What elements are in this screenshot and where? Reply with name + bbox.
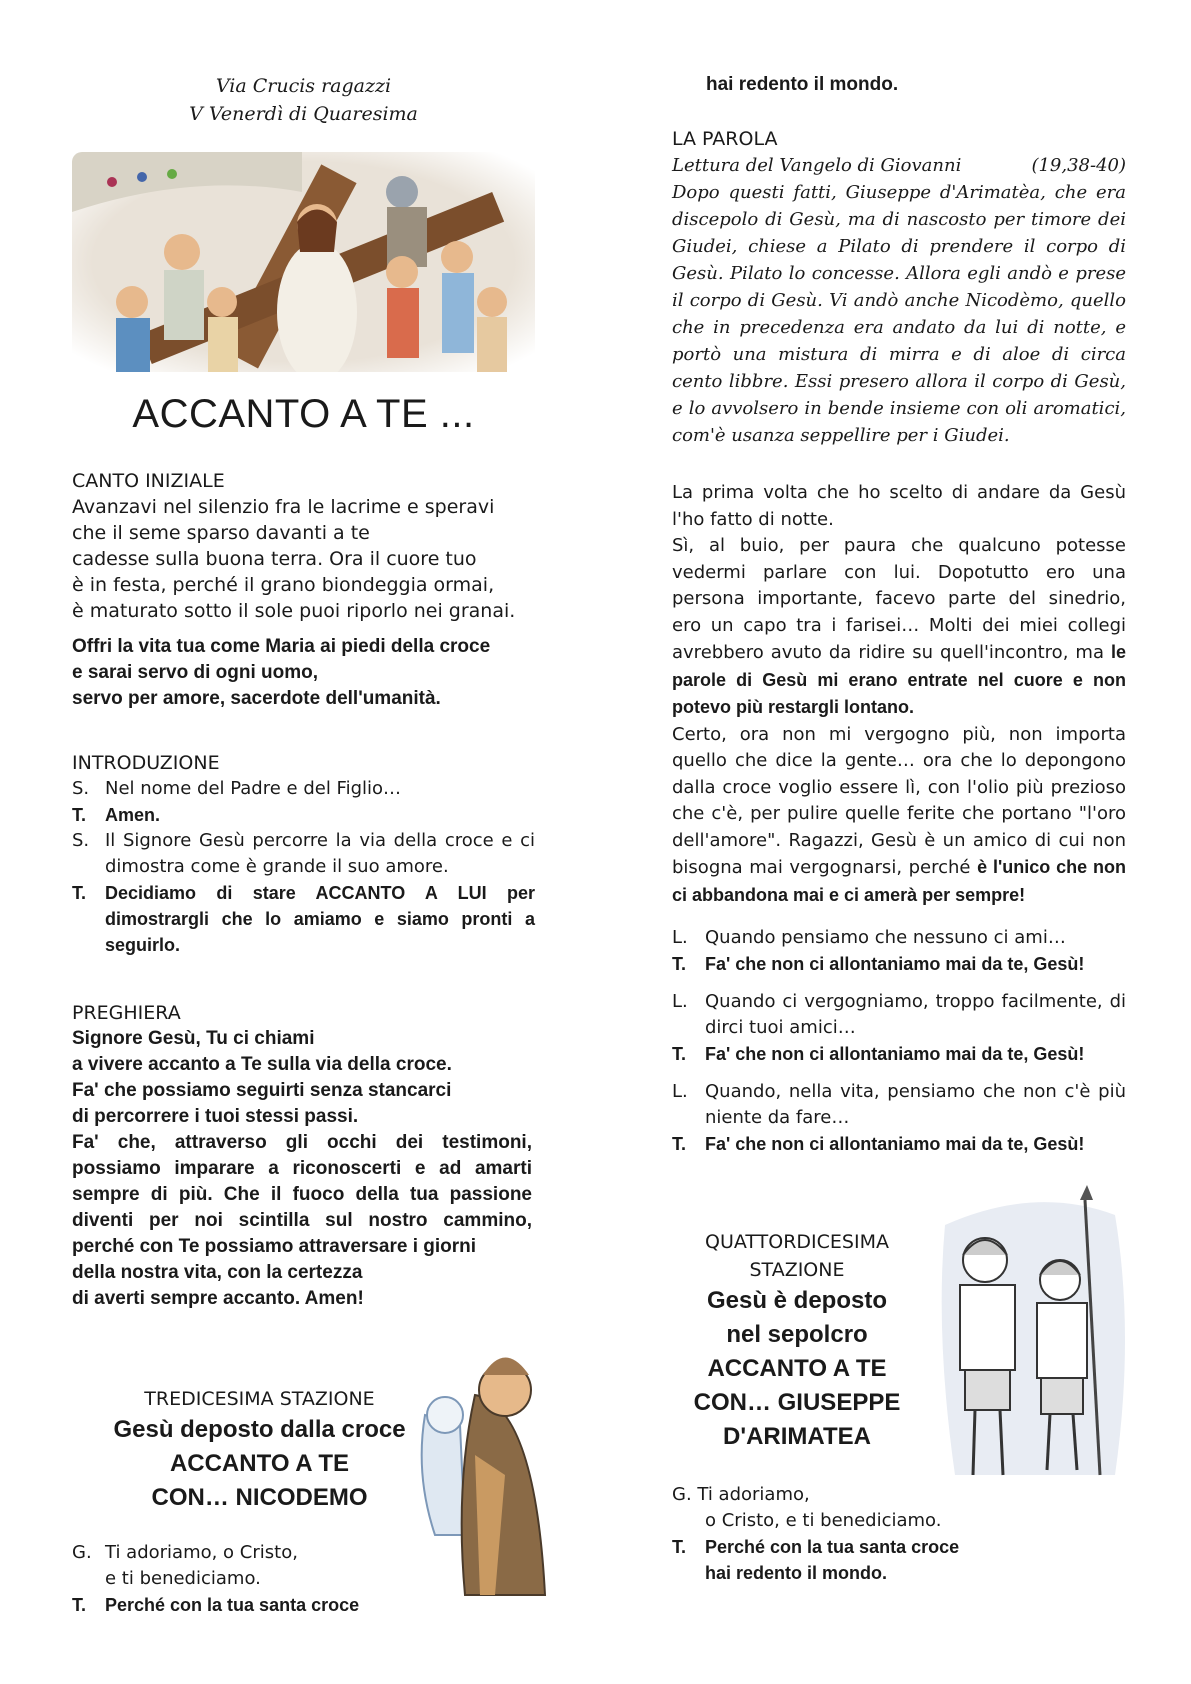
l-text: Quando, nella vita, pensiamo che non c'è più niente da fare… bbox=[705, 1081, 1126, 1128]
g-text: G. Ti adoriamo, bbox=[672, 1484, 810, 1505]
story-text: Certo, ora non mi vergogno più, non importa quello che dice la gente… ora che lo depongono dalla croce voglio essere lì, con l'olio più prezioso che c'è, per pulire quelle ferite che portano "l'oro dell'amore". Ragazzi, Gesù è un amico di cui non bisogna mai vergognarsi, perché bbox=[672, 723, 1126, 878]
t-text: hai redento il mondo. bbox=[705, 1563, 888, 1583]
station-14-sub-5: D'ARIMATEA bbox=[723, 1423, 871, 1450]
t-text: Fa' che non ci allontaniamo mai da te, Gesù! bbox=[705, 1134, 1085, 1154]
prayer-section bbox=[72, 1000, 532, 1312]
prayer-line: a vivere accanto a Te sulla via della croce. bbox=[72, 1054, 452, 1075]
canto-line: che il seme sparso davanti a te bbox=[72, 522, 370, 544]
station-13-line2: ACCANTO A TE bbox=[169, 1450, 350, 1477]
l-text: Quando ci vergogniamo, troppo facilmente, di dirci tuoi amici… bbox=[705, 991, 1126, 1038]
l-label: L. bbox=[672, 991, 688, 1012]
row-label: T. bbox=[72, 883, 87, 903]
row-text: Decidiamo di stare ACCANTO A LUI per dimostrargli che lo amiamo e siamo pronti a seguirlo. bbox=[105, 883, 535, 955]
intro-row bbox=[72, 828, 535, 880]
story-emphasis: le parole di Gesù mi erano entrate nel cuore e non potevo più restargli lontano. bbox=[672, 642, 1126, 717]
station-14-heading-1: QUATTORDICESIMA bbox=[705, 1231, 889, 1253]
station-13-line3: CON… NICODEMO bbox=[151, 1484, 368, 1511]
row-text: Amen. bbox=[105, 805, 161, 825]
soldiers-illustration bbox=[925, 1185, 1140, 1485]
page-title: ACCANTO A TE ... bbox=[132, 392, 475, 436]
station-13-subtitle: Gesù deposto dalla croce bbox=[113, 1416, 406, 1443]
litany-l-row bbox=[672, 925, 1126, 951]
reading-text: Dopo questi fatti, Giuseppe d'Arimatèa, che era discepolo di Gesù, ma di nascosto per timore dei Giudei, chiese a Pilato di prendere il corpo di Gesù. Pilato lo concesse. Allora egli andò e prese il corpo di Gesù. Vi andò anche Nicodèmo, quello che in precedenza era andato da lui di notte, e portò una mistura di mirra e di aloe di circa cento libbre. Essi presero allora il corpo di Gesù, e lo avvolsero in bende insieme con oli aromatici, com'è usanza seppellire per i Giudei. bbox=[672, 182, 1126, 446]
t-row bbox=[672, 1534, 1072, 1560]
story-paragraph-1: La prima volta che ho scelto di andare da Gesù l'ho fatto di notte. bbox=[672, 482, 1126, 530]
litany-section bbox=[672, 925, 1126, 1157]
prayer-line: di percorrere i tuoi stessi passi. bbox=[72, 1106, 359, 1127]
l-text: Quando pensiamo che nessuno ci ami… bbox=[705, 927, 1066, 948]
canto-section bbox=[72, 468, 542, 712]
t-label: T. bbox=[672, 1537, 687, 1557]
header-line-1: Via Crucis ragazzi bbox=[215, 75, 392, 97]
station-14-responses bbox=[672, 1482, 1072, 1586]
story-paragraph-2 bbox=[672, 533, 1126, 722]
prayer-line: di averti sempre accanto. Amen! bbox=[72, 1288, 364, 1309]
doc-header bbox=[72, 72, 535, 128]
parola-title: LA PAROLA bbox=[672, 128, 778, 150]
continued-response: hai redento il mondo. bbox=[706, 74, 899, 95]
litany-t-row bbox=[672, 951, 1126, 977]
story-paragraph-3 bbox=[672, 722, 1126, 910]
refrain-line: Offri la vita tua come Maria ai piedi della croce bbox=[72, 636, 491, 657]
row-label: S. bbox=[72, 778, 90, 799]
g-text: Ti adoriamo, o Cristo, bbox=[105, 1542, 298, 1563]
canto-line: è in festa, perché il grano biondeggia ormai, bbox=[72, 574, 495, 596]
g-text: o Cristo, e ti benediciamo. bbox=[705, 1510, 942, 1531]
t-text: Fa' che non ci allontaniamo mai da te, Gesù! bbox=[705, 1044, 1085, 1064]
l-label: L. bbox=[672, 1081, 688, 1102]
litany-t-row bbox=[672, 1131, 1126, 1157]
prayer-line: della nostra vita, con la certezza bbox=[72, 1262, 363, 1283]
reading-ref-right: (19,38-40) bbox=[1031, 155, 1126, 176]
jesus-with-children-illustration bbox=[72, 152, 535, 372]
litany-l-row bbox=[672, 989, 1126, 1041]
station-14-sub-4: CON… GIUSEPPE bbox=[693, 1389, 901, 1416]
canto-line: Avanzavi nel silenzio fra le lacrime e speravi bbox=[72, 496, 495, 518]
header-line-2: V Venerdì di Quaresima bbox=[189, 103, 418, 125]
t-row bbox=[72, 1592, 432, 1618]
intro-row bbox=[72, 802, 535, 828]
prayer-line: Signore Gesù, Tu ci chiami bbox=[72, 1028, 315, 1049]
l-label: L. bbox=[672, 927, 688, 948]
litany-t-row bbox=[672, 1041, 1126, 1067]
story-section bbox=[672, 480, 1126, 909]
reading-ref-left: Lettura del Vangelo di Giovanni bbox=[672, 155, 962, 176]
station-14-sub-3: ACCANTO A TE bbox=[707, 1355, 887, 1382]
station-13-heading: TREDICESIMA STAZIONE bbox=[144, 1388, 375, 1410]
row-text: Il Signore Gesù percorre la via della croce e ci dimostra come è grande il suo amore. bbox=[105, 830, 535, 877]
row-label: T. bbox=[72, 805, 87, 825]
intro-title: INTRODUZIONE bbox=[72, 752, 220, 774]
t-text: Fa' che non ci allontaniamo mai da te, Gesù! bbox=[705, 954, 1085, 974]
intro-row bbox=[72, 776, 535, 802]
prayer-line: Fa' che possiamo seguirti senza stancarci bbox=[72, 1080, 452, 1101]
t-label: T. bbox=[72, 1595, 87, 1615]
station-13-responses bbox=[72, 1540, 432, 1618]
t-label: T. bbox=[672, 954, 687, 974]
story-text: Sì, al buio, per paura che qualcuno potesse vedermi parlare con lui. Dopotutto ero una persona importante, facevo parte del sinedrio, ero un capo tra i farisei… Molti dei miei collegi avrebbero avuto da ridire su quell'incontro, ma bbox=[672, 535, 1126, 663]
parola-section bbox=[672, 126, 1126, 449]
station-14-heading-2: STAZIONE bbox=[749, 1259, 845, 1281]
station-14 bbox=[672, 1228, 922, 1454]
g-row-cont bbox=[72, 1566, 432, 1592]
canto-line: cadesse sulla buona terra. Ora il cuore tuo bbox=[72, 548, 477, 570]
station-14-sub-2: nel sepolcro bbox=[726, 1321, 868, 1348]
t-text: Perché con la tua santa croce bbox=[105, 1595, 360, 1615]
g-row bbox=[72, 1540, 432, 1566]
prayer-title: PREGHIERA bbox=[72, 1002, 181, 1024]
prayer-line: Fa' che, attraverso gli occhi dei testimoni, possiamo imparare a riconoscerti e ad amarti sempre di più. Che il fuoco della tua passione diventi per noi scintilla sul nostro cammino, perché con Te possiamo attraversare i giorni bbox=[72, 1132, 532, 1257]
canto-title: CANTO INIZIALE bbox=[72, 470, 225, 492]
t-label: T. bbox=[672, 1044, 687, 1064]
refrain-line: e sarai servo di ogni uomo, bbox=[72, 662, 319, 683]
litany-l-row bbox=[672, 1079, 1126, 1131]
refrain-line: servo per amore, sacerdote dell'umanità. bbox=[72, 688, 441, 709]
intro-row bbox=[72, 880, 535, 958]
canto-line: è maturato sotto il sole puoi riporlo nei granai. bbox=[72, 600, 516, 622]
row-text: Nel nome del Padre e del Figlio… bbox=[105, 778, 402, 799]
station-14-sub-1: Gesù è deposto bbox=[706, 1287, 888, 1314]
t-label: T. bbox=[672, 1134, 687, 1154]
station-13 bbox=[72, 1385, 447, 1515]
reading-reference bbox=[672, 152, 1126, 179]
intro-section bbox=[72, 750, 535, 958]
story-emphasis: è l'unico che non ci abbandona mai e ci amerà per sempre! bbox=[672, 857, 1127, 905]
g-text: e ti benediciamo. bbox=[105, 1568, 261, 1589]
row-label: S. bbox=[72, 830, 90, 851]
t-text: Perché con la tua santa croce bbox=[705, 1537, 960, 1557]
g-label: G. bbox=[72, 1542, 92, 1563]
